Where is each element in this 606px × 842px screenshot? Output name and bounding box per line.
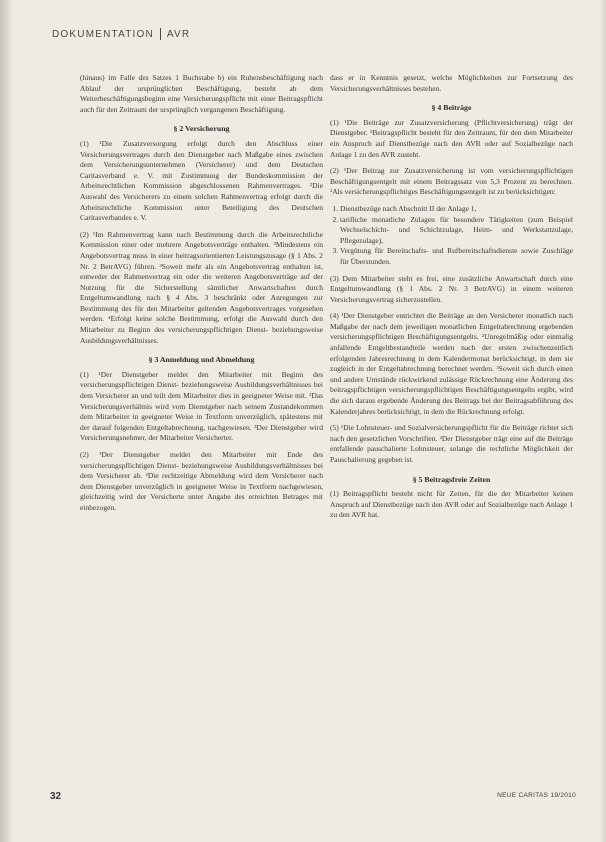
scan-edge-shadow-right xyxy=(600,0,606,842)
paragraph: dass er in Kenntnis gesetzt, welche Möglichkeiten zur Fortsetzung des Versicherungsverhältnisses bestehen. xyxy=(330,73,573,93)
header-section: DOKUMENTATION xyxy=(52,28,154,40)
list-item: 2. tarifliche monatliche Zulagen für besondere Tätigkeiten (zum Beispiel Wechselschicht- und Schichtzulage, Heim- und Werkstattzulage, Pflegezulage), xyxy=(340,215,573,247)
page-number: 32 xyxy=(50,791,62,802)
paragraph: (2) ¹Der Dienstgeber meldet den Mitarbeiter mit Ende des versicherungspflichtigen Dienst- beziehungsweise Ausbildungsverhältnisses bei dem Versicherer ab. ²Die rechtzeitige Abmeldung wird dem Versicherer nach dem Dienstgeber unverzüglich in geeigneter Weise in Textform nachgewiesen, gleichzeitig wird der Versicherte unter Angabe des erreichten Betrages mit einbezogen. xyxy=(80,450,323,512)
paragraph: (5) ¹Die Lohnsteuer- und Sozialversicherungspflicht für die Beiträge richtet sich nach den gesetzlichen Vorschriften. ²Der Dienstgeber trägt eine auf die Beiträge entfallende pauschalierte Lohnsteuer, solange die rechtliche Möglichkeit der Pauschalierung gegeben ist. xyxy=(330,423,573,464)
paragraph: (hinaus) im Falle des Satzes 1 Buchstabe b) ein Ruhensbeschäftigung nach Ablauf der ursprünglichen Beschäftigung, besteht ab dem Weiterbeschäftigungsbeginn eine Versicherungspflicht mit einer Beitragspflicht auch für den Zeitraum der ursprünglich vergangenen Beschäftigung. xyxy=(80,73,323,114)
paragraph: (1) ¹Die Beiträge zur Zusatzversicherung (Pflichtversicherung) trägt der Dienstgeber. ²Beitragspflicht besteht für den Zeitraum, für den dem Mitarbeiter ein Anspruch auf Dienstbezüge nach den AVR oder auf Sozialbezüge nach Anlage 1 zu den AVR zusteht. xyxy=(330,117,573,159)
list-item: 3. Vergütung für Bereitschafts- und Rufbereitschaftsdienste sowie Zuschläge für Überstunden. xyxy=(340,246,573,267)
running-header xyxy=(52,26,190,42)
left-column xyxy=(80,73,323,520)
paragraph: (1) Beitragspflicht besteht nicht für Zeiten, für die der Mitarbeiter keinen Anspruch auf Dienstbezüge nach den AVR oder auf Sozialbezüge nach Anlage 1 zu den AVR hat. xyxy=(330,489,573,520)
paragraph: (3) Dem Mitarbeiter steht es frei, eine zusätzliche Anwartschaft durch eine Entgeltumwandlung (§ 1 Abs. 2 Nr. 3 BetrAVG) in einem weiteren Versicherungsvertrag sicherzustellen. xyxy=(330,273,573,304)
paragraph: (2) ¹Im Rahmenvertrag kann nach Bestimmung durch die Arbeitsrechtliche Kommission einer oder mehrere Angebotsverträge enthalten. ²Mindestens ein Angebotsvertrag muss in einer beitragsorientierten Leistungszusage (§ 1 Abs. 2 Nr. 2 BetrAVG) führen. ³Soweit mehr als ein Angebotsvertrag enthalten ist, entweder der Rahmenvertrag ein oder die weiteren Angebotsverträge auf der Nutzung für die Sicherstellung sämtlicher Anwartschaften durch Entgeltumwandlung nach § 4 Abs. 3 beschränkt oder Anregungen zur Bestimmung des für den Mitarbeiter geltenden Angebotsvertrages vorgesehen werden. ⁴Erfolgt keine solche Bestimmung, erfolgt die Auswahl durch den Mitarbeiter zu Beginn des versicherungspflichtigen Dienst- beziehungsweise Ausbildungsverhältnisses. xyxy=(80,229,323,345)
paragraph: (2) ¹Der Beitrag zur Zusatzversicherung ist vom versicherungspflichtigen Beschäftigungsentgelt mit einem Beitragssatz von 5,3 Prozent zu berechnen. ²Als versicherungspflichtiges Beschäftigungsentgelt ist zu berücksichtigen: xyxy=(330,166,573,197)
right-column xyxy=(330,73,573,527)
scan-edge-shadow xyxy=(0,0,14,842)
header-separator xyxy=(160,28,161,40)
contribution-list xyxy=(330,204,573,268)
section-heading: § 2 Versicherung xyxy=(173,124,230,134)
paragraph: (1) ¹Die Zusatzversorgung erfolgt durch den Abschluss einer Versicherungsvertrages durch den Dienstgeber nach Maßgabe eines zwischen dem Versicherungsunternehmen (Versicherer) und dem Deutschen Caritasverband e. V. mit Zustimmung der Bundeskommission der Arbeitsrechtlichen Kommission abgeschlossenen Rahmenvertrages. ²Die Auswahl des Versicherers zu einem solchen Rahmenvertrag erfolgt durch die Arbeitsrechtliche Kommission unter Beteiligung des Deutschen Caritasverbandes e. V. xyxy=(80,138,323,223)
list-item: 1. Dienstbezüge nach Abschnitt II der Anlage 1, xyxy=(340,204,573,215)
paragraph: (4) ¹Der Dienstgeber entrichtet die Beiträge an den Versicherer monatlich nach Maßgabe der nach dem jeweiligen monatlichen Entgeltabrechnung ergebenden versicherungspflichtigen Beschäftigungsentgelts. ²Unregelmäßig oder einmalig anfallende Entgeltbestandteile werden nach der ersten zwischenzeitlich erfolgenden Jahresrechnung in dem Kalendermonat berücksichtigt, in dem sie zugleich in der Entgeltabrechnung berechnet werden. ³Soweit sich durch einen und andere Umstände rückwirkend zulässige Rückrechnung eine Änderung des beitragspflichtigen versicherungspflichtigen Beschäftigungsentgelts ergibt, wird die sich daraus ergebende Änderung des Beitrags bei der Beitragsabführung des Kalenderjahres berücksichtigt, in dem die Rückrechnung erfolgt. xyxy=(330,311,573,416)
header-tag: AVR xyxy=(166,28,191,40)
section-heading: § 5 Beitragsfreie Zeiten xyxy=(412,474,491,484)
section-heading: § 3 Anmeldung und Abmeldung xyxy=(148,355,255,365)
paragraph: (1) ¹Der Dienstgeber meldet den Mitarbeiter mit Beginn des versicherungspflichtigen Dienst- beziehungsweise Ausbildungsverhältnisses bei dem Versicherer an und teilt dem Mitarbeiter dies in geeigneter Weise mit. ²Das Versicherungsverhältnis wird vom Dienstgeber nach seinem Zustandekommen dem Mitarbeiter in geeigneter Weise in Textform unverzüglich, spätestens mit der darauf folgenden Entgeltabrechnung, nachgewiesen. ³Der Dienstgeber wird Versicherungsnehmer, der Mitarbeiter Versicherter. xyxy=(80,369,323,443)
section-heading: § 4 Beiträge xyxy=(431,103,472,113)
publication-source: NEUE CARITAS 19/2010 xyxy=(497,792,576,799)
